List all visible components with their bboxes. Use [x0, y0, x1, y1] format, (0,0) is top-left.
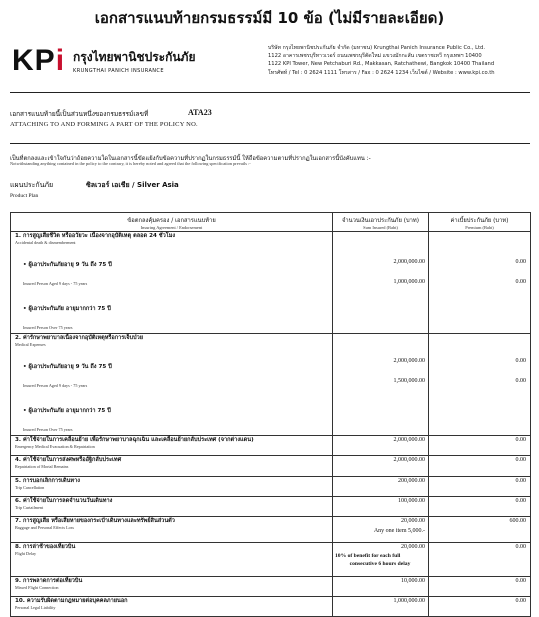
- company-name-en: KRUNGTHAI PANICH INSURANCE: [73, 68, 164, 74]
- table-row: [11, 577, 531, 597]
- row-sub-label-en: Insured Person Aged 9 days - 75 years: [23, 383, 88, 388]
- table-header-row: [11, 213, 531, 232]
- sum-insured-value: 200,000.00: [398, 478, 425, 484]
- col-header-agreement: ข้อตกลงคุ้มครอง / เอกสารแนบท้าย Insuring Agreement / Endorsement: [11, 213, 333, 232]
- table-row: [11, 597, 531, 617]
- row-sub-label-en: Insured Person Over 75 years: [23, 325, 73, 330]
- row-title: 2. ค่ารักษาพยาบาลเนื่องจากอุบัติเหตุหรือการเจ็บป่วย: [15, 335, 143, 341]
- premium-value: 0.00: [515, 259, 526, 265]
- premium-value: 0.00: [515, 478, 526, 484]
- row-title-en: Emergency Medical Evacuation & Repatriation: [15, 444, 95, 449]
- company-line-4: โทรศัพท์ / Tel : 0 2624 1111 โทรสาร / Fax : 0 2624 1234 เว็บไซต์ / Website : www.kpi.co.th: [268, 69, 495, 76]
- row-title: 10. ความรับผิดตามกฎหมายต่อบุคคลภายนอก: [15, 598, 128, 604]
- row-title: 4. ค่าใช้จ่ายในการส่งศพหรืออัฐิกลับประเทศ: [15, 457, 122, 463]
- premium-value: 0.00: [515, 279, 526, 285]
- sum-insured-value: 2,000,000.00: [393, 457, 425, 463]
- table-row: [11, 456, 531, 477]
- premium-value: 0.00: [515, 498, 526, 504]
- sum-insured-value: 10,000.00: [401, 578, 425, 584]
- table-row: [11, 517, 531, 543]
- row-title: 7. การสูญเสีย หรือเสียหายของกระเป๋าเดินทางและทรัพย์สินส่วนตัว: [15, 518, 175, 524]
- sum-note: 10% of benefit for each full: [335, 553, 401, 559]
- company-name-th: กรุงไทยพานิชประกันภัย: [73, 50, 196, 64]
- premium-value: 0.00: [515, 578, 526, 584]
- company-line-3: 1122 KPI Tower, New Petchaburi Rd., Makkasan, Ratchathewi, Bangkok 10400 Thailand: [268, 61, 495, 68]
- notwithstanding-th: เป็นที่ตกลงและเข้าใจกันว่าถ้อยความใดในเอกสารนี้ขัดแย้งกับข้อความที่ปรากฏในกรมธรรม์นี้ ให้ถือข้อความตามที่ปรากฏในเอกสารนี้บังคับแทน :-: [10, 156, 371, 162]
- row-title: 5. การบอกเลิกการเดินทาง: [15, 478, 80, 484]
- table-row: [11, 477, 531, 497]
- row-title: 3. ค่าใช้จ่ายในการเคลื่อนย้าย เพื่อรักษาพยาบาลฉุกเฉิน และเคลื่อนย้ายกลับประเทศ (จากต่างแดน): [15, 437, 254, 443]
- sum-insured-value: 2,000,000.00: [393, 437, 425, 443]
- row-title-en: Trip Curtailment: [15, 505, 44, 510]
- row-title-en: Medical Expenses: [15, 342, 46, 347]
- table-row: [11, 436, 531, 456]
- premium-value: 0.00: [515, 544, 526, 550]
- row-sub-label: • ผู้เอาประกันภัย อายุมากกว่า 75 ปี: [23, 306, 111, 312]
- row-title-en: Baggage and Personal Effects Loss: [15, 525, 74, 530]
- sum-insured-value: 2,000,000.00: [393, 358, 425, 364]
- row-sub-label: • ผู้เอาประกันภัย อายุมากกว่า 75 ปี: [23, 408, 111, 414]
- row-sub-label: • ผู้เอาประกันภัยอายุ 9 วัน ถึง 75 ปี: [23, 262, 112, 268]
- attachment-label-th: เอกสารแนบท้ายนี้เป็นส่วนหนึ่งของกรมธรรม์เลขที่: [10, 110, 149, 118]
- header-divider: [10, 92, 530, 93]
- col-header-sum-insured: จำนวนเงินเอาประกันภัย (บาท) Sum Insured (Baht): [333, 213, 429, 232]
- company-address-block: [268, 44, 534, 77]
- row-sub-label-en: Insured Person Over 75 years: [23, 427, 73, 432]
- premium-value: 600.00: [509, 518, 526, 524]
- company-line-2: 1122 อาคารเพชรบุรีทาวเวอร์ ถนนเพชรบุรีตัดใหม่ แขวงมักกะสัน เขตราชเทวี กรุงเทพฯ 10400: [268, 53, 482, 60]
- page-heading: เอกสารแนบท้ายกรมธรรม์มี 10 ข้อ (ไม่มีรายละเอียด): [94, 9, 445, 27]
- plan-value: ซิลเวอร์ เอเชีย / Silver Asia: [86, 181, 179, 189]
- row-title: 9. การพลาดการต่อเที่ยวบิน: [15, 578, 83, 584]
- sum-note: Any one item 5,000.-: [373, 528, 425, 534]
- premium-value: 0.00: [515, 437, 526, 443]
- sum-insured-value: 20,000.00: [401, 518, 425, 524]
- row-title: 1. การสูญเสียชีวิต หรืออวัยวะ เนื่องจากอุบัติเหตุ ตลอด 24 ชั่วโมง: [15, 233, 176, 239]
- sum-insured-value: 20,000.00: [401, 544, 425, 550]
- sum-insured-value: 100,000.00: [398, 498, 425, 504]
- row-title-en: Personal Legal Liability: [15, 605, 56, 610]
- premium-value: 0.00: [515, 358, 526, 364]
- table-row: [11, 334, 531, 436]
- row-sub-label: • ผู้เอาประกันภัยอายุ 9 วัน ถึง 75 ปี: [23, 364, 112, 370]
- attachment-label-en: ATTACHING TO AND FORMING A PART OF THE POLICY NO.: [10, 121, 198, 128]
- kpi-logo: [12, 44, 196, 78]
- row-title: 6. ค่าใช้จ่ายในการลดจำนวนวันเดินทาง: [15, 498, 113, 504]
- premium-value: 0.00: [515, 598, 526, 604]
- row-title-en: Accidental death & dismemberment: [15, 240, 76, 245]
- company-line-1: บริษัท กรุงไทยพานิชประกันภัย จำกัด (มหาชน) Krungthai Panich Insurance Public Co., Ltd.: [268, 45, 485, 51]
- row-title-en: Repatriation of Mortal Remains: [15, 464, 69, 469]
- notwithstanding-en: Notwithstanding anything contained in the policy to the contrary, it is hereby noted and agreed that the following specification prevails :-: [10, 161, 251, 166]
- premium-value: 0.00: [515, 457, 526, 463]
- benefits-table: [10, 212, 531, 617]
- sum-insured-value: 1,000,000.00: [393, 598, 425, 604]
- sum-note-2: consecutive 6 hours delay: [349, 560, 411, 567]
- col-header-premium: ค่าเบี้ยประกันภัย (บาท) Premium (Baht): [429, 213, 531, 232]
- plan-label-en: Product Plan: [10, 193, 39, 199]
- table-row: [11, 543, 531, 577]
- table-row: [11, 497, 531, 517]
- row-title-en: Missed Flight Connection: [15, 585, 59, 590]
- row-title: 8. การล่าช้าของเที่ยวบิน: [15, 544, 76, 550]
- plan-label-th: แผนประกันภัย: [10, 181, 54, 189]
- row-sub-label-en: Insured Person Aged 9 days - 75 years: [23, 281, 88, 286]
- kpi-logo-mark: KPi: [12, 44, 66, 77]
- row-title-en: Trip Cancellation: [15, 485, 45, 490]
- sum-insured-value: 1,000,000.00: [393, 279, 425, 285]
- premium-value: 0.00: [515, 378, 526, 384]
- row-title-en: Flight Delay: [15, 551, 37, 556]
- section-divider: [10, 143, 530, 144]
- policy-number: ATA23: [188, 108, 212, 117]
- sum-insured-value: 2,000,000.00: [393, 259, 425, 265]
- table-row: [11, 232, 531, 334]
- sum-insured-value: 1,500,000.00: [393, 378, 425, 384]
